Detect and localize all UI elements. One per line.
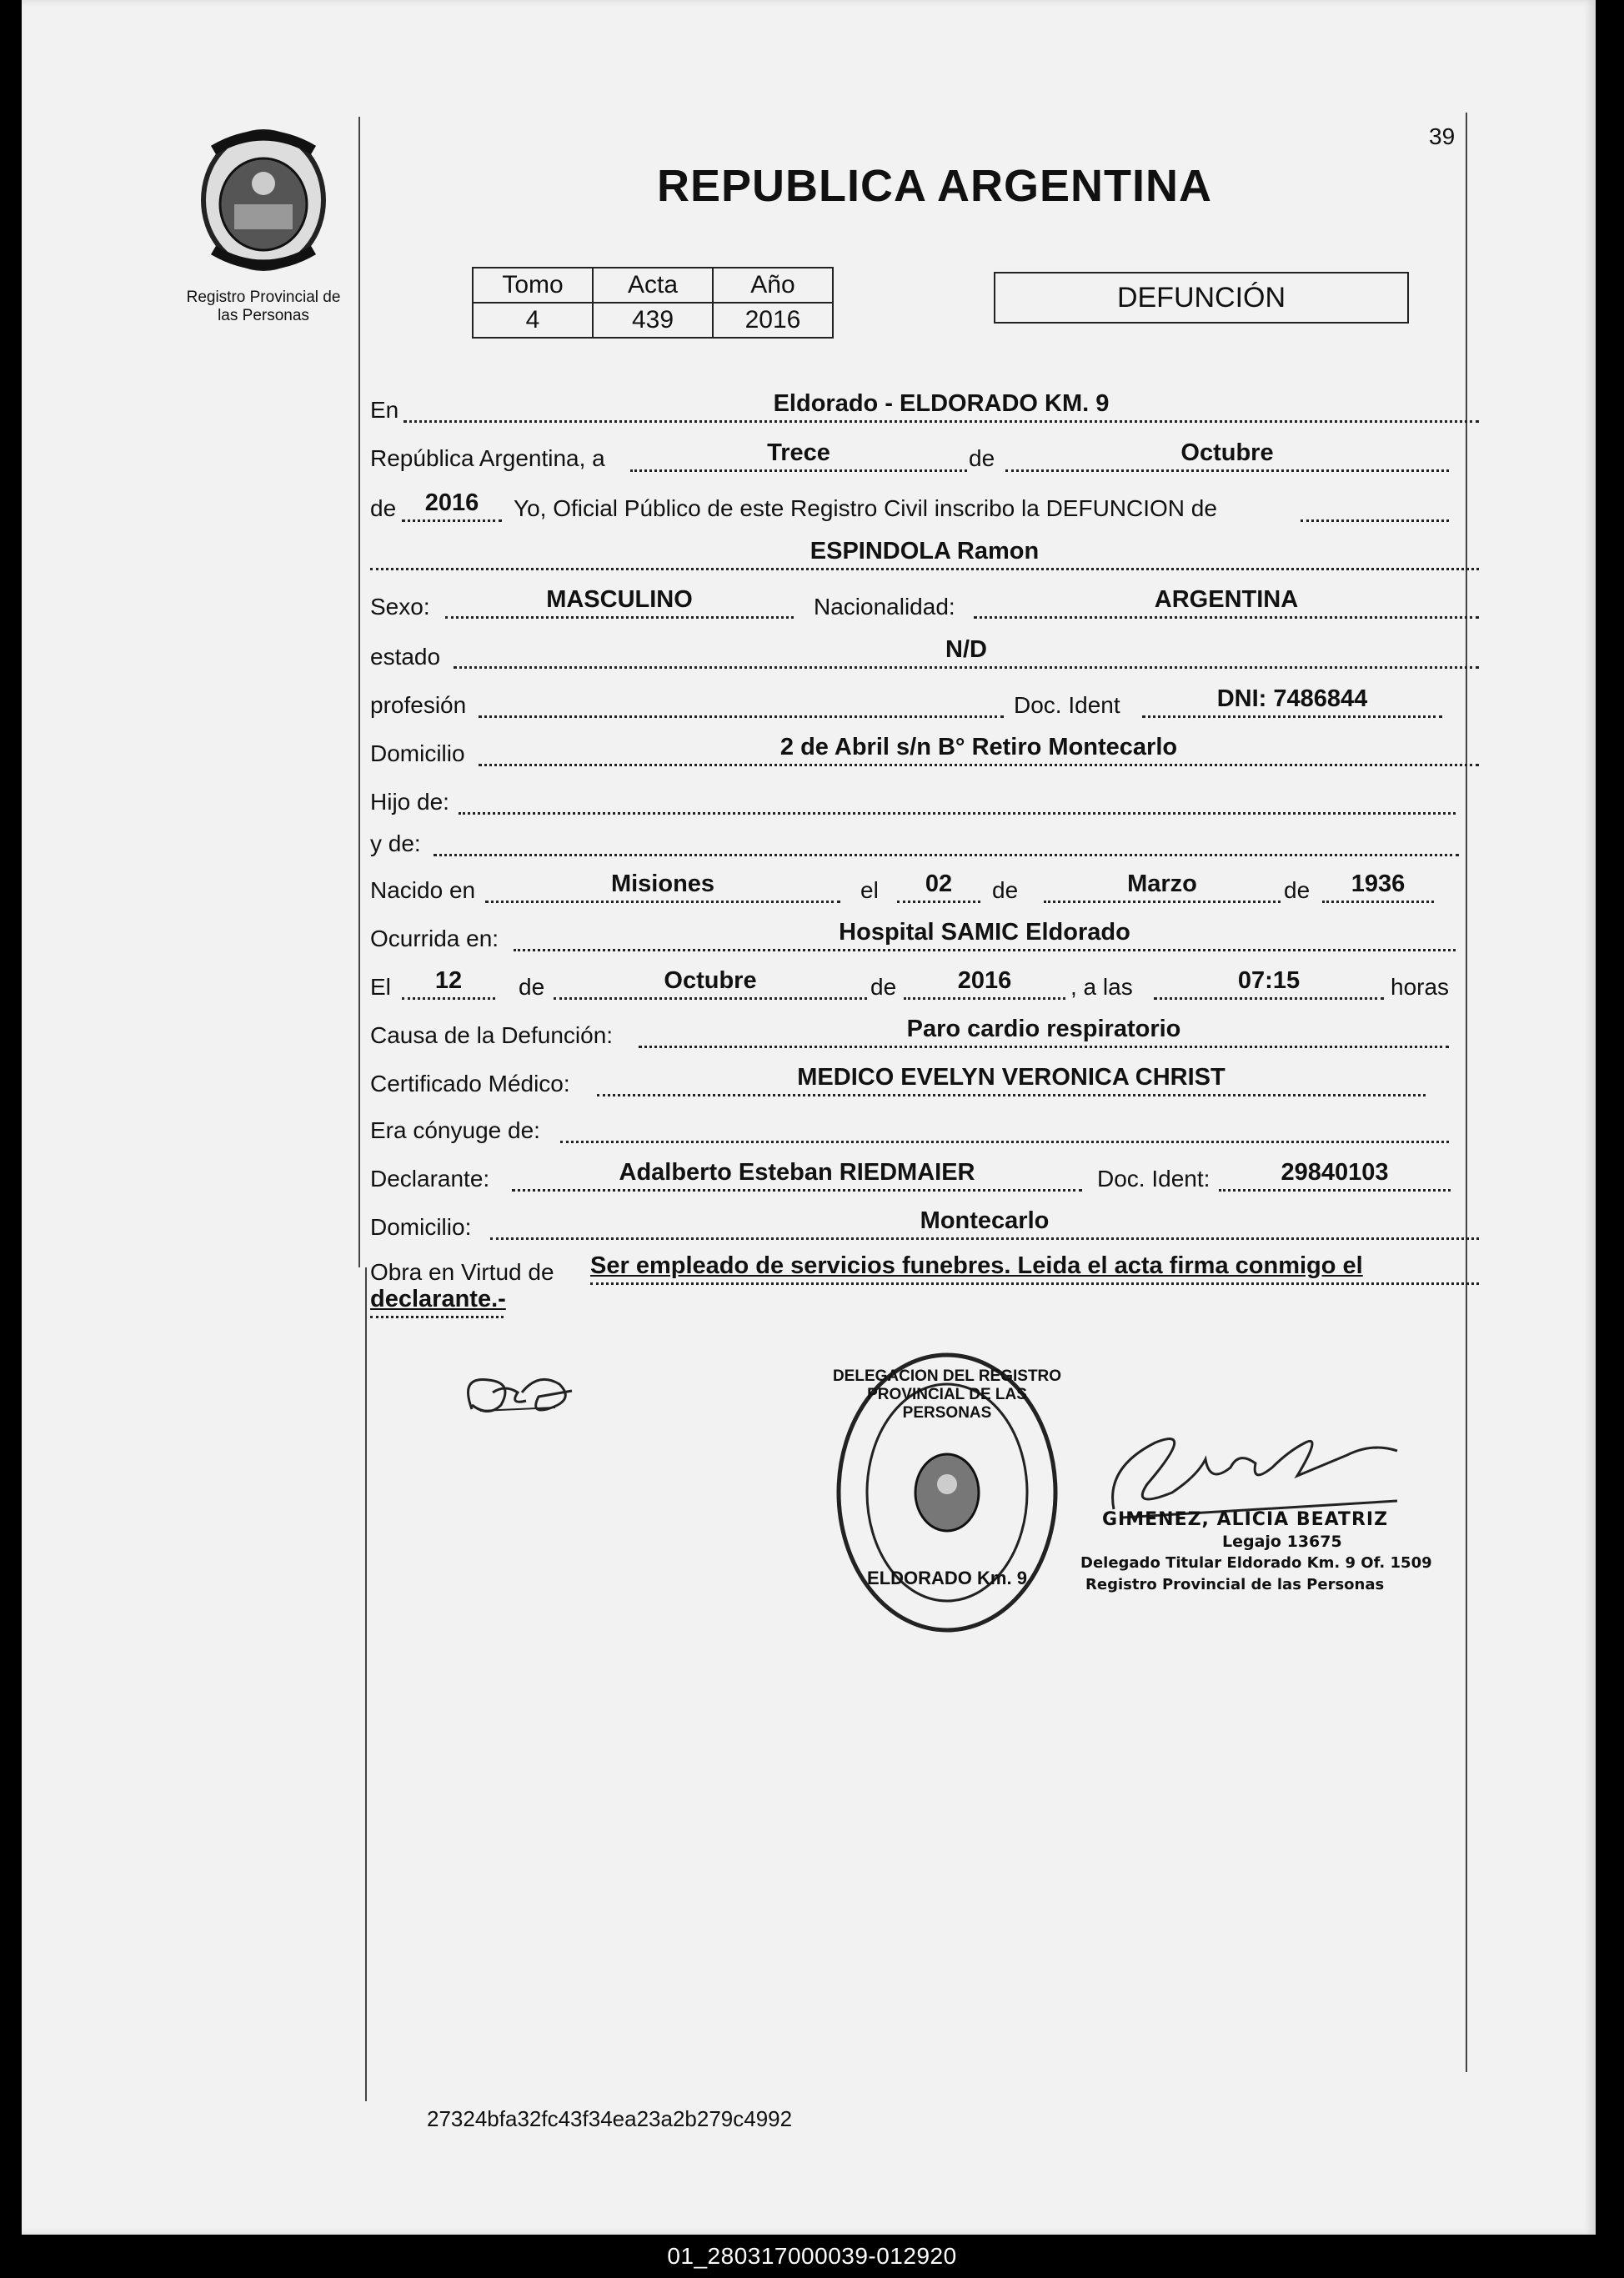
field-estado: N/D <box>454 636 1479 669</box>
field-sexo: MASCULINO <box>445 586 794 619</box>
label-yo-oficial: Yo, Oficial Público de este Registro Civil inscribo la DEFUNCION de <box>514 495 1217 521</box>
label-y-de: y de: <box>370 830 421 856</box>
official-registro: Registro Provincial de las Personas <box>1085 1576 1385 1593</box>
official-cargo: Delegado Titular Eldorado Km. 9 Of. 1509 <box>1080 1554 1432 1572</box>
registry-header-row <box>473 268 833 303</box>
registry-value-acta: 439 <box>593 303 713 338</box>
field-anio-inscripcion: 2016 <box>402 489 502 522</box>
stamp-ring-text: DELEGACION DEL REGISTRO PROVINCIAL DE LAS PERSONAS <box>832 1367 1062 1422</box>
label-doc-ident-2: Doc. Ident: <box>1097 1166 1210 1192</box>
logo-caption-line1: Registro Provincial de <box>186 289 341 306</box>
label-el: el <box>860 877 879 903</box>
field-hijo-de <box>459 782 1456 815</box>
label-declarante: Declarante: <box>370 1166 490 1192</box>
label-a-las: , a las <box>1070 974 1133 1000</box>
field-certificado: MEDICO EVELYN VERONICA CHRIST <box>597 1064 1426 1096</box>
field-doc-ident: DNI: 7486844 <box>1142 685 1442 718</box>
label-de-2: de <box>370 495 397 521</box>
field-declarante-doc: 29840103 <box>1219 1159 1451 1192</box>
label-republica-a: República Argentina, a <box>370 445 605 471</box>
field-def-dia: 12 <box>402 967 495 1000</box>
field-y-de <box>434 824 1459 856</box>
label-de-6: de <box>870 974 897 1000</box>
label-estado: estado <box>370 644 441 670</box>
label-profesion: profesión <box>370 692 467 718</box>
field-nac-anio: 1936 <box>1322 871 1434 903</box>
page-number: 39 <box>1429 123 1456 149</box>
field-nac-mes: Marzo <box>1044 871 1281 903</box>
document-type-box: DEFUNCIÓN <box>994 272 1409 324</box>
registry-header-anio: Año <box>713 268 833 303</box>
official-legajo: Legajo 13675 <box>1222 1533 1342 1551</box>
field-profesion <box>479 685 1004 718</box>
official-name: GIMENEZ, ALICIA BEATRIZ <box>1102 1509 1389 1530</box>
page-title: REPUBLICA ARGENTINA <box>657 161 1212 211</box>
registry-header-tomo: Tomo <box>473 268 593 303</box>
field-def-anio: 2016 <box>904 967 1065 1000</box>
left-margin-line-lower <box>365 1267 367 2101</box>
left-margin-line <box>358 117 360 1267</box>
label-causa: Causa de la Defunción: <box>370 1022 614 1048</box>
footer-id: 01_280317000039-012920 <box>667 2243 957 2269</box>
registry-table <box>472 267 834 339</box>
label-doc-ident: Doc. Ident <box>1014 692 1120 718</box>
label-nacionalidad: Nacionalidad: <box>814 594 955 620</box>
label-en: En <box>370 397 399 423</box>
declarant-signature-icon <box>455 1359 597 1434</box>
label-ocurrida-en: Ocurrida en: <box>370 926 499 951</box>
label-de-1: de <box>969 445 995 471</box>
field-def-hora: 07:15 <box>1154 967 1384 1000</box>
label-sexo: Sexo: <box>370 594 430 620</box>
label-certificado: Certificado Médico: <box>370 1071 570 1096</box>
field-causa: Paro cardio respiratorio <box>639 1016 1449 1048</box>
field-nacido-en: Misiones <box>485 871 840 903</box>
label-de-5: de <box>519 974 545 1000</box>
field-obra-line2: declarante.- <box>370 1286 504 1318</box>
registry-value-row <box>473 303 833 338</box>
label-obra: Obra en Virtud de <box>370 1259 554 1285</box>
logo-caption <box>155 289 372 325</box>
field-def-mes: Octubre <box>554 967 867 1000</box>
label-nacido-en: Nacido en <box>370 877 476 903</box>
field-conyuge <box>560 1111 1449 1143</box>
label-conyuge: Era cónyuge de: <box>370 1117 540 1143</box>
label-horas: horas <box>1391 974 1450 1000</box>
label-de-4: de <box>1284 877 1311 903</box>
logo-caption-line2: las Personas <box>218 307 309 324</box>
registry-value-anio: 2016 <box>713 303 833 338</box>
field-nacionalidad: ARGENTINA <box>974 586 1479 619</box>
field-dia-inscripcion: Trece <box>630 439 967 472</box>
field-declarante-domicilio: Montecarlo <box>490 1207 1479 1240</box>
document-page <box>22 0 1596 2235</box>
field-ocurrida-en: Hospital SAMIC Eldorado <box>514 919 1456 951</box>
field-obra-line1: Ser empleado de servicios funebres. Leida el acta firma conmigo el <box>590 1252 1479 1285</box>
label-hijo-de: Hijo de: <box>370 789 449 815</box>
field-mes-inscripcion: Octubre <box>1005 439 1449 472</box>
stamp-inner-text: ELDORADO Km. 9 <box>867 1568 1027 1588</box>
field-declarante: Adalberto Esteban RIEDMAIER <box>512 1159 1082 1192</box>
registry-header-acta: Acta <box>593 268 713 303</box>
province-coat-of-arms-icon <box>188 125 338 275</box>
document-hash: 27324bfa32fc43f34ea23a2b279c4992 <box>427 2106 793 2131</box>
field-nombre: ESPINDOLA Ramon <box>370 538 1479 570</box>
field-lugar: Eldorado - ELDORADO KM. 9 <box>403 390 1479 423</box>
label-de-3: de <box>992 877 1019 903</box>
label-domicilio: Domicilio <box>370 740 465 766</box>
field-nac-dia: 02 <box>897 871 980 903</box>
field-domicilio: 2 de Abril s/n B° Retiro Montecarlo <box>479 734 1479 766</box>
field-blank-line3 <box>1301 489 1449 522</box>
registry-value-tomo: 4 <box>473 303 593 338</box>
label-el-cap: El <box>370 974 391 1000</box>
label-domicilio-2: Domicilio: <box>370 1214 472 1240</box>
